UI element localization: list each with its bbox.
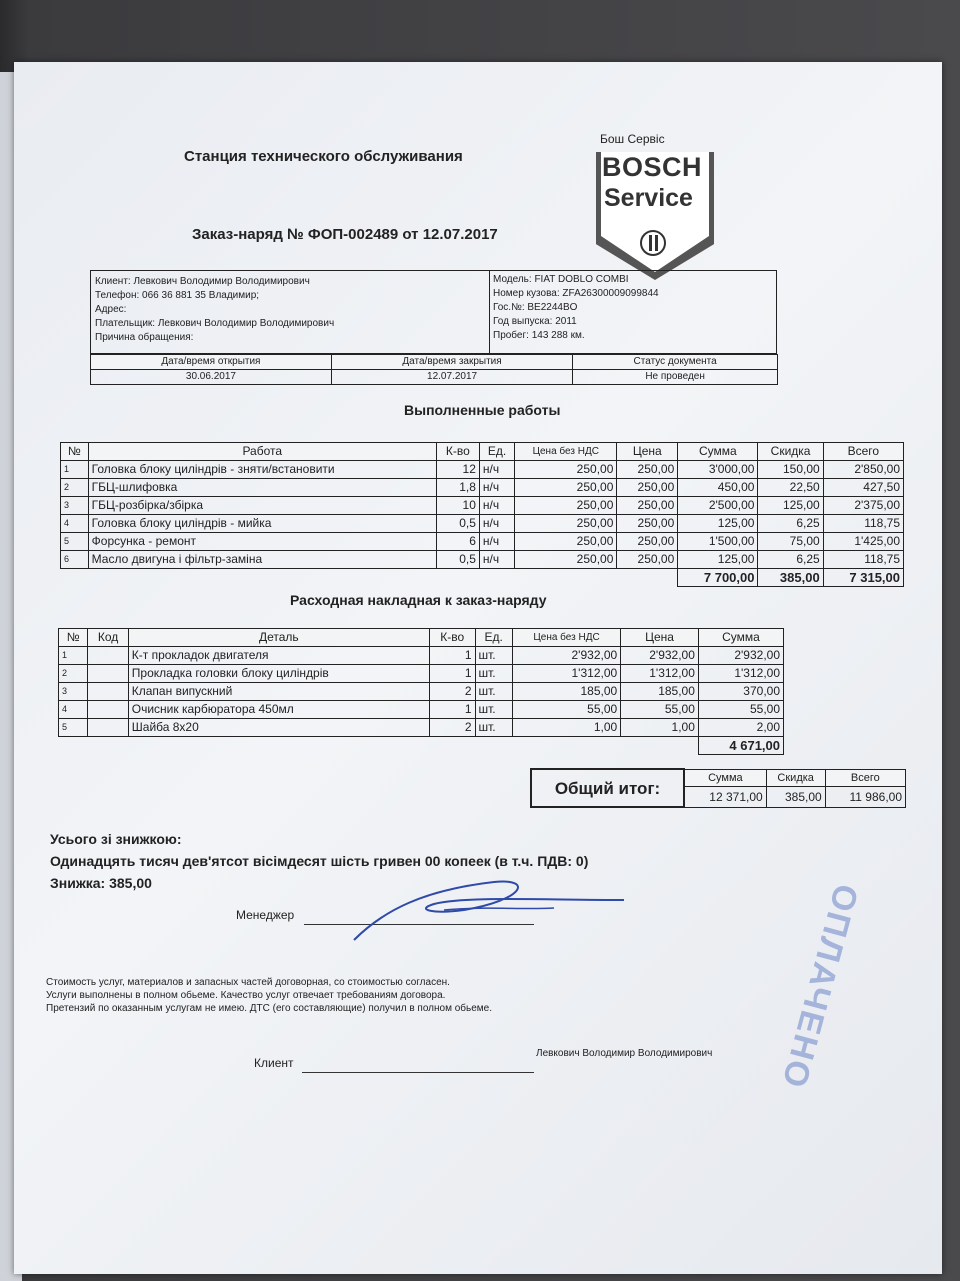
parts-cell: Шайба 8х20 [128, 719, 429, 737]
parts-header-2: Деталь [128, 629, 429, 647]
works-table [60, 442, 904, 587]
client-vehicle-box [90, 270, 777, 354]
works-cell: 150,00 [758, 461, 823, 479]
works-total-sum: 7 700,00 [678, 569, 758, 587]
parts-cell: 1'312,00 [621, 665, 699, 683]
works-cell: н/ч [479, 497, 514, 515]
parts-cell: 2'932,00 [621, 647, 699, 665]
vehicle-info [493, 273, 659, 343]
parts-cell: 2 [429, 719, 475, 737]
parts-cell: 1,00 [621, 719, 699, 737]
parts-cell: 3 [59, 683, 88, 701]
works-header-7: Скидка [758, 443, 823, 461]
works-row [61, 533, 904, 551]
parts-cell: Очисник карбюратора 450мл [128, 701, 429, 719]
order-title: Заказ-наряд № ФОП-002489 от 12.07.2017 [192, 226, 498, 243]
parts-cell: 55,00 [698, 701, 783, 719]
works-cell: 0,5 [436, 551, 479, 569]
works-cell: ГБЦ-розбірка/збірка [88, 497, 436, 515]
parts-cell: 55,00 [512, 701, 620, 719]
client-phone: Телефон: 066 36 881 35 Владимир; [95, 290, 260, 301]
works-cell: 1,8 [436, 479, 479, 497]
works-cell: 6,25 [758, 515, 823, 533]
open-value: 30.06.2017 [91, 370, 332, 385]
works-cell: 427,50 [823, 479, 903, 497]
parts-cell: 1 [429, 701, 475, 719]
works-cell: 3 [61, 497, 89, 515]
document-page [14, 62, 942, 1274]
grand-discount-label: Скидка [766, 769, 825, 787]
parts-cell: 2,00 [698, 719, 783, 737]
parts-row [59, 665, 784, 683]
parts-cell: шт. [475, 683, 512, 701]
parts-cell [88, 665, 128, 683]
works-row [61, 515, 904, 533]
parts-cell: 1'312,00 [698, 665, 783, 683]
works-header-4: Цена без НДС [515, 443, 617, 461]
terms-block [46, 976, 492, 1015]
manager-signature [344, 870, 634, 950]
works-cell: 250,00 [617, 497, 678, 515]
parts-row [59, 719, 784, 737]
works-cell: 125,00 [678, 515, 758, 533]
parts-cell: К-т прокладок двигателя [128, 647, 429, 665]
parts-cell: 2'932,00 [512, 647, 620, 665]
vehicle-year: Год выпуска: 2011 [493, 316, 577, 327]
parts-header-4: Ед. [475, 629, 512, 647]
terms-line2: Услуги выполнены в полном обьеме. Качество услуг отвечает требованиям договора. [46, 990, 446, 1001]
works-cell: 125,00 [678, 551, 758, 569]
vehicle-plate: Гос.№: BE2244BO [493, 302, 578, 313]
grand-discount: 385,00 [766, 787, 825, 807]
works-row [61, 461, 904, 479]
parts-cell: Клапан випускний [128, 683, 429, 701]
works-cell: 118,75 [823, 515, 903, 533]
close-value: 12.07.2017 [331, 370, 572, 385]
parts-header-0: № [59, 629, 88, 647]
vehicle-mileage: Пробег: 143 288 км. [493, 330, 585, 341]
parts-cell: 1 [59, 647, 88, 665]
works-cell: 250,00 [515, 479, 617, 497]
works-cell: Форсунка - ремонт [88, 533, 436, 551]
works-cell: 3'000,00 [678, 461, 758, 479]
works-cell: 250,00 [617, 461, 678, 479]
parts-cell: Прокладка головки блоку циліндрів [128, 665, 429, 683]
dates-table [90, 354, 778, 385]
parts-title: Расходная накладная к заказ-наряду [290, 592, 547, 608]
open-label: Дата/время открытия [91, 355, 332, 370]
works-cell: ГБЦ-шлифовка [88, 479, 436, 497]
manager-label: Менеджер [236, 908, 295, 922]
works-header-1: Работа [88, 443, 436, 461]
logo-service: Service [604, 184, 693, 212]
works-cell: 1 [61, 461, 89, 479]
client-signature-line [302, 1072, 534, 1073]
parts-header-1: Код [88, 629, 128, 647]
status-label: Статус документа [573, 355, 778, 370]
parts-row [59, 683, 784, 701]
works-cell: Головка блоку циліндрів - мийка [88, 515, 436, 533]
client-signature-name: Левкович Володимир Володимирович [536, 1048, 713, 1059]
works-cell: 10 [436, 497, 479, 515]
parts-cell [88, 683, 128, 701]
grand-all: 11 986,00 [825, 787, 905, 807]
parts-cell: шт. [475, 701, 512, 719]
parts-cell: 1,00 [512, 719, 620, 737]
summary-line1: Усього зі знижкою: [50, 831, 182, 847]
summary-line3: Знижка: 385,00 [50, 875, 152, 891]
works-cell: 250,00 [515, 533, 617, 551]
works-cell: 6 [61, 551, 89, 569]
works-row [61, 479, 904, 497]
client-info [95, 275, 334, 345]
works-total-all: 7 315,00 [823, 569, 903, 587]
parts-row [59, 701, 784, 719]
parts-cell: 185,00 [621, 683, 699, 701]
logo-top-text: Бош Сервіс [600, 132, 665, 146]
terms-line1: Стоимость услуг, материалов и запасных частей договорная, со стоимостью согласен. [46, 977, 450, 988]
parts-cell: 2 [59, 665, 88, 683]
parts-cell: 1 [429, 647, 475, 665]
works-header-2: К-во [436, 443, 479, 461]
parts-cell [88, 647, 128, 665]
works-cell: 250,00 [515, 497, 617, 515]
works-cell: н/ч [479, 551, 514, 569]
works-cell: 6,25 [758, 551, 823, 569]
works-row [61, 497, 904, 515]
works-cell: 12 [436, 461, 479, 479]
works-header-8: Всего [823, 443, 903, 461]
parts-header-5: Цена без НДС [512, 629, 620, 647]
works-cell: 2'850,00 [823, 461, 903, 479]
works-cell: Головка блоку циліндрів - зняти/встановити [88, 461, 436, 479]
client-address: Адрес: [95, 304, 127, 315]
works-header-5: Цена [617, 443, 678, 461]
works-header-0: № [61, 443, 89, 461]
parts-cell: шт. [475, 665, 512, 683]
works-cell: 0,5 [436, 515, 479, 533]
works-cell: н/ч [479, 461, 514, 479]
status-value: Не проведен [573, 370, 778, 385]
parts-cell: 1 [429, 665, 475, 683]
parts-header-6: Цена [621, 629, 699, 647]
grand-total-label: Общий итог: [531, 769, 684, 807]
works-cell: 450,00 [678, 479, 758, 497]
works-cell: 1'425,00 [823, 533, 903, 551]
client-payer: Плательщик: Левкович Володимир Володимирович [95, 318, 335, 329]
works-cell: 6 [436, 533, 479, 551]
terms-line3: Претензий по оказанным услугам не имею. ДТС (его составляющие) получил в полном обьеме. [46, 1003, 493, 1014]
parts-total: 4 671,00 [698, 737, 783, 755]
works-cell: 2'375,00 [823, 497, 903, 515]
parts-header-3: К-во [429, 629, 475, 647]
works-cell: 250,00 [515, 515, 617, 533]
client-signature-label: Клиент [254, 1056, 294, 1070]
parts-cell: шт. [475, 719, 512, 737]
works-title: Выполненные работы [404, 402, 561, 418]
client-reason: Причина обращения: [95, 332, 194, 343]
parts-table [58, 628, 784, 755]
parts-cell: 5 [59, 719, 88, 737]
works-cell: 125,00 [758, 497, 823, 515]
works-cell: 250,00 [617, 533, 678, 551]
works-cell: 250,00 [617, 551, 678, 569]
works-cell: н/ч [479, 479, 514, 497]
works-cell: 2 [61, 479, 89, 497]
vehicle-body: Номер кузова: ZFA26300009099844 [493, 288, 659, 299]
grand-sum-label: Сумма [684, 769, 766, 787]
parts-row [59, 647, 784, 665]
works-header-6: Сумма [678, 443, 758, 461]
works-cell: 250,00 [515, 551, 617, 569]
works-cell: 4 [61, 515, 89, 533]
vehicle-model: Модель: FIAT DOBLO COMBI [493, 274, 629, 285]
parts-cell: 55,00 [621, 701, 699, 719]
works-cell: Масло двигуна і фільтр-заміна [88, 551, 436, 569]
summary-line2: Одинадцять тисяч дев'ятсот вісімдесят шість гривен 00 копеек (в т.ч. ПДВ: 0) [50, 853, 589, 869]
close-label: Дата/время закрытия [331, 355, 572, 370]
grand-sum: 12 371,00 [684, 787, 766, 807]
works-cell: 2'500,00 [678, 497, 758, 515]
works-cell: 75,00 [758, 533, 823, 551]
parts-cell [88, 701, 128, 719]
works-row [61, 551, 904, 569]
works-cell: 250,00 [515, 461, 617, 479]
parts-cell: 1'312,00 [512, 665, 620, 683]
works-cell: н/ч [479, 515, 514, 533]
works-cell: 250,00 [617, 515, 678, 533]
works-cell: 250,00 [617, 479, 678, 497]
parts-cell [88, 719, 128, 737]
parts-header-7: Сумма [698, 629, 783, 647]
station-title: Станция технического обслуживания [184, 148, 463, 165]
parts-cell: 2'932,00 [698, 647, 783, 665]
works-cell: н/ч [479, 533, 514, 551]
works-cell: 22,50 [758, 479, 823, 497]
works-header-3: Ед. [479, 443, 514, 461]
works-cell: 1'500,00 [678, 533, 758, 551]
parts-cell: 370,00 [698, 683, 783, 701]
grand-all-label: Всего [825, 769, 905, 787]
works-cell: 118,75 [823, 551, 903, 569]
works-total-discount: 385,00 [758, 569, 823, 587]
bosch-armature-icon [640, 230, 666, 256]
parts-cell: 4 [59, 701, 88, 719]
logo-brand: BOSCH [602, 152, 703, 182]
works-cell: 5 [61, 533, 89, 551]
parts-cell: шт. [475, 647, 512, 665]
client-name: Клиент: Левкович Володимир Володимирович [95, 276, 310, 287]
parts-cell: 2 [429, 683, 475, 701]
parts-cell: 185,00 [512, 683, 620, 701]
paid-stamp: ОПЛАЧЕНО [774, 880, 866, 1094]
grand-total-table [530, 768, 906, 808]
